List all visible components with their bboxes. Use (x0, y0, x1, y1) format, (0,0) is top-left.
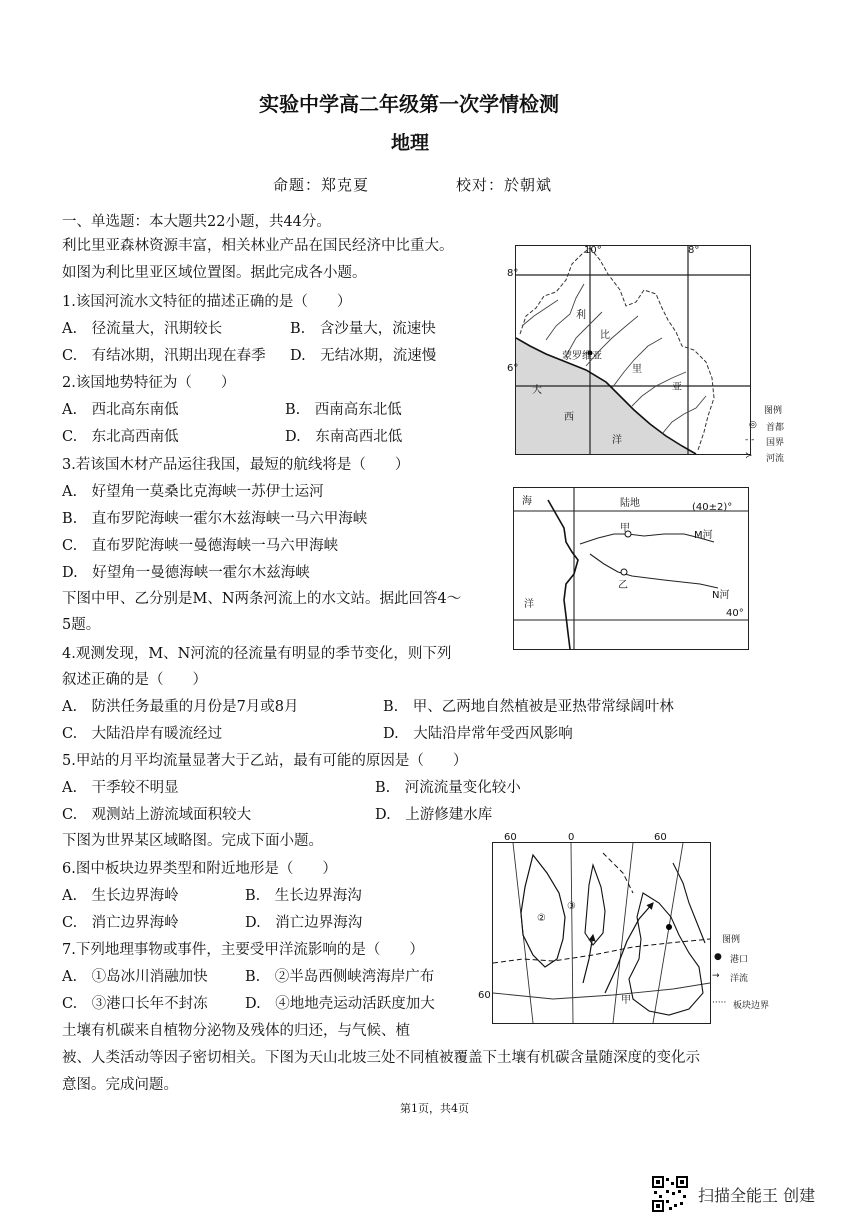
q1-option-b: B. 含沙量大，流速快 (290, 321, 436, 337)
q2-option-c: C. 东北高西南低 (62, 429, 179, 445)
q4-option-a: A. 防洪任务最重的月份是7月或8月 (62, 699, 299, 715)
q2-stem: 2.该国地势特征为（ ） (62, 375, 236, 391)
q1-stem: 1.该国河流水文特征的描述正确的是（ ） (62, 294, 352, 310)
q7-option-d: D. ④地地壳运动活跃度加大 (245, 996, 435, 1012)
map3-lon-b: 0 (568, 832, 575, 843)
intro4-line1: 土壤有机碳来自植物分泌物及残体的归还，与气候、植 (62, 1023, 410, 1039)
q5-option-d: D. 上游修建水库 (375, 807, 493, 823)
map3-lon-c: 60 (654, 832, 667, 843)
q4-option-b: B. 甲、乙两地自然植被是亚热带常绿阔叶林 (383, 699, 674, 715)
page-title: 实验中学高二年级第一次学情检测 (259, 92, 559, 116)
intro4-line3: 意图。完成问题。 (62, 1077, 178, 1093)
map1-lat-top: 8° (507, 268, 519, 279)
reviewer-label: 校对：於朝斌 (456, 176, 553, 194)
map1-name-char-2: 比 (600, 330, 610, 341)
intro1-line1: 利比里亚森林资源丰富，相关林业产品在国民经济中比重大。 (62, 238, 454, 254)
q6-option-d: D. 消亡边界海沟 (245, 915, 363, 931)
map-rivers (513, 487, 749, 650)
map3-legend-boundary-icon: ····· (712, 998, 727, 1008)
map3-legend-current-icon: → (712, 971, 720, 981)
map1-legend-title: 图例 (764, 406, 783, 416)
q3-option-b: B. 直布罗陀海峡一霍尔木兹海峡一马六甲海峡 (62, 511, 368, 527)
q7-option-a: A. ①岛冰川消融加快 (62, 969, 208, 985)
q1-option-c: C. 有结冰期，汛期出现在春季 (62, 348, 266, 364)
map1-lon-right: 8° (688, 245, 700, 256)
q3-option-d: D. 好望角一曼德海峡一霍尔木兹海峡 (62, 565, 310, 581)
map3-legend-port: 港口 (730, 955, 749, 965)
q5-stem: 5.甲站的月平均流量显著大于乙站，最有可能的原因是（ ） (62, 753, 468, 769)
intro2-line1: 下图中甲、乙分别是M、N两条河流上的水文站。据此回答4～ (62, 591, 462, 607)
q4-option-d: D. 大陆沿岸常年受西风影响 (383, 726, 573, 742)
qr-code-icon (652, 1176, 688, 1212)
intro3: 下图为世界某区域略图。完成下面小题。 (62, 833, 323, 849)
q5-option-a: A. 干季较不明显 (62, 780, 179, 796)
map1-ocean-char-2: 西 (564, 412, 574, 423)
map3-label-2: ② (537, 913, 546, 924)
author-label: 命题：郑克夏 (273, 176, 370, 194)
map2-station-a: 甲 (620, 523, 630, 534)
q6-option-a: A. 生长边界海岭 (62, 888, 179, 904)
map3-lat: 60 (478, 990, 491, 1001)
q7-stem: 7.下列地理事物或事件，主要受甲洋流影响的是（ ） (62, 942, 424, 958)
map1-lat-bottom: 6° (507, 363, 519, 374)
q6-option-c: C. 消亡边界海岭 (62, 915, 179, 931)
map3-label-3: ③ (567, 901, 576, 912)
map2-river-m: M河 (694, 530, 713, 541)
q3-stem: 3.若该国木材产品运往我国，最短的航线将是（ ） (62, 457, 410, 473)
map1-capital-label: 蒙罗维亚 (562, 351, 602, 362)
q4-stem-line2: 叙述正确的是（ ） (62, 672, 207, 688)
map3-legend-title: 图例 (722, 935, 741, 945)
map2-sea-label: 海 (522, 496, 532, 507)
map3-legend-current: 洋流 (730, 974, 749, 984)
map-liberia (515, 245, 751, 455)
map-liberia-graphic (516, 246, 750, 454)
map2-ocean-label: 洋 (524, 599, 534, 610)
map3-legend-boundary: 板块边界 (733, 1001, 770, 1011)
q4-stem-line1: 4.观测发现，M、N河流的径流量有明显的季节变化，则下列 (62, 646, 452, 662)
map-world-region-graphic (493, 843, 710, 1023)
q6-stem: 6.图中板块边界类型和附近地形是（ ） (62, 861, 337, 877)
map2-station-b: 乙 (618, 580, 628, 591)
subject-title: 地理 (391, 132, 430, 154)
map1-legend-river: 河流 (766, 454, 785, 464)
map1-legend-capital-icon: ◎ (749, 420, 757, 430)
q5-option-b: B. 河流流量变化较小 (375, 780, 521, 796)
map1-name-char-1: 利 (576, 310, 586, 321)
map1-legend-river-icon: ≻ (745, 451, 753, 461)
map2-land-label: 陆地 (620, 498, 640, 509)
map3-label-jia: 甲 (621, 995, 631, 1006)
map2-river-n: N河 (712, 590, 730, 601)
q7-option-c: C. ③港口长年不封冻 (62, 996, 208, 1012)
map1-legend-border-icon: - - (745, 435, 755, 445)
q2-option-a: A. 西北高东南低 (62, 402, 179, 418)
map-world-region (492, 842, 711, 1024)
intro2-line2: 5题。 (62, 617, 101, 633)
map3-legend-port-icon: ● (714, 952, 722, 962)
map1-ocean-char-3: 洋 (612, 435, 622, 446)
map1-legend-capital: 首都 (766, 423, 785, 433)
scanner-watermark: 扫描全能王 创建 (698, 1186, 816, 1205)
intro1-line2: 如图为利比里亚区域位置图。据此完成各小题。 (62, 265, 367, 281)
map1-legend-border: 国界 (766, 438, 785, 448)
map2-lat40: 40° (726, 608, 744, 619)
q3-option-c: C. 直布罗陀海峡一曼德海峡一马六甲海峡 (62, 538, 339, 554)
q3-option-a: A. 好望角一莫桑比克海峡一苏伊士运河 (62, 484, 324, 500)
page-footer: 第1页，共4页 (400, 1102, 469, 1115)
section-heading: 一、单选题：本大题共22小题，共44分。 (62, 214, 331, 230)
q2-option-d: D. 东南高西北低 (285, 429, 403, 445)
q1-option-a: A. 径流量大，汛期较长 (62, 321, 223, 337)
map3-lon-a: 60 (504, 832, 517, 843)
map1-lon-left: 10° (584, 245, 602, 256)
map2-lat-label: (40±2)° (692, 502, 733, 513)
q6-option-b: B. 生长边界海沟 (245, 888, 362, 904)
q7-option-b: B. ②半岛西侧峡湾海岸广布 (245, 969, 435, 985)
q1-option-d: D. 无结冰期，流速慢 (290, 348, 437, 364)
q4-option-c: C. 大陆沿岸有暖流经过 (62, 726, 223, 742)
map1-ocean-char-1: 大 (532, 385, 542, 396)
q2-option-b: B. 西南高东北低 (285, 402, 402, 418)
q5-option-c: C. 观测站上游流域面积较大 (62, 807, 252, 823)
intro4-line2: 被、人类活动等因子密切相关。下图为天山北坡三处不同植被覆盖下土壤有机碳含量随深度的变化示 (62, 1050, 700, 1066)
map1-name-char-4: 亚 (672, 382, 682, 393)
map1-name-char-3: 里 (632, 364, 642, 375)
